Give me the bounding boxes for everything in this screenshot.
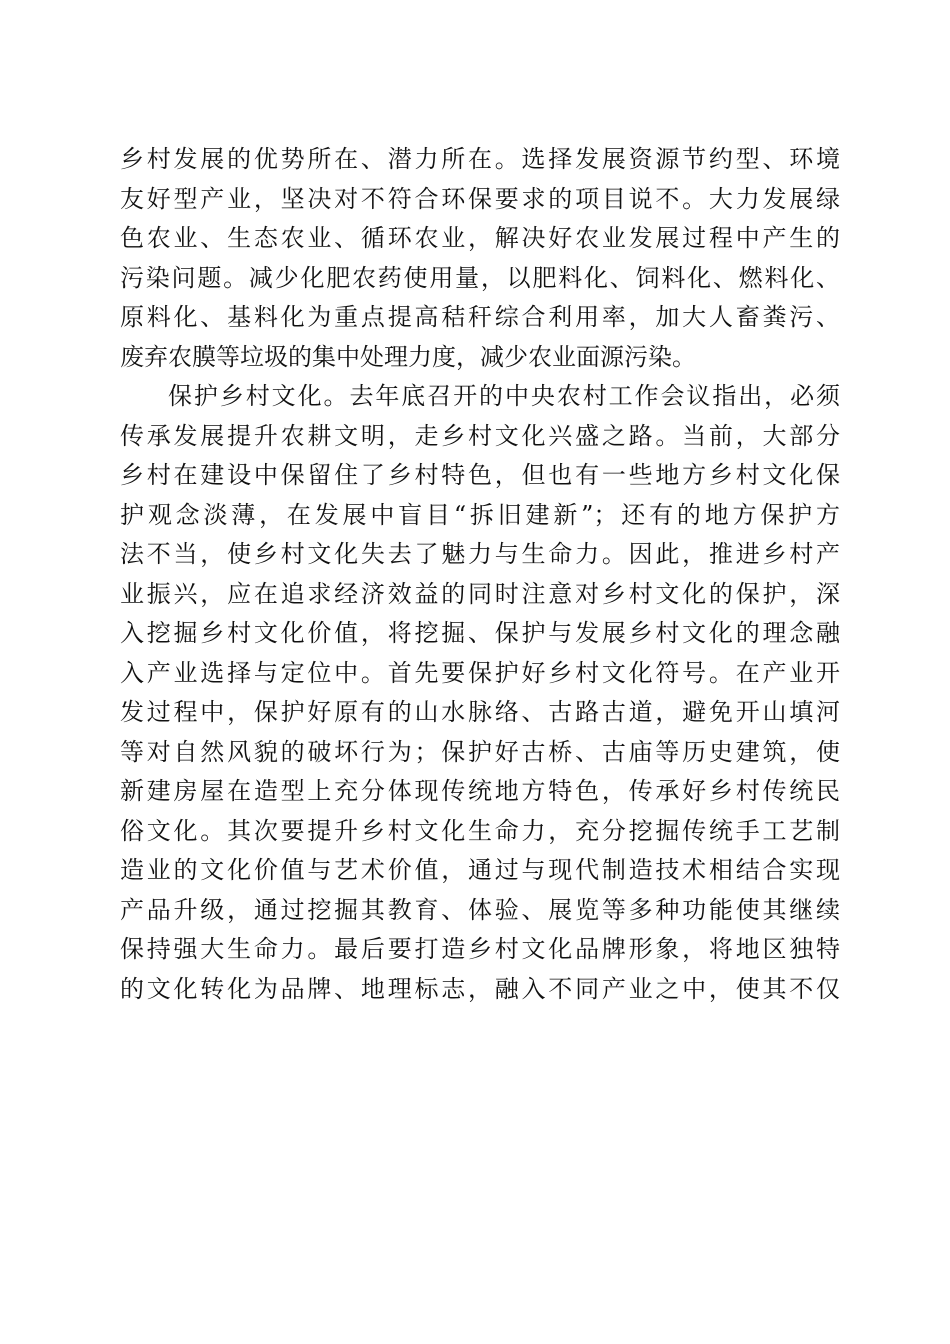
- text-line: 入产业选择与定位中。首先要保护好乡村文化符号。在产业开: [120, 658, 840, 687]
- text-line: 传承发展提升农耕文明，走乡村文化兴盛之路。当前，大部分: [120, 421, 840, 450]
- text-line: 乡村在建设中保留住了乡村特色，但也有一些地方乡村文化保: [120, 461, 840, 489]
- paragraph-1: [120, 140, 840, 377]
- text-line: 等对自然风貌的破坏行为；保护好古桥、古庙等历史建筑，使: [120, 737, 840, 766]
- text-line: 原料化、基料化为重点提高秸秆综合利用率，加大人畜粪污、: [120, 303, 840, 331]
- text-line: 废弃农膜等垃圾的集中处理力度，减少农业面源污染。: [120, 342, 696, 371]
- text-line: 污染问题。减少化肥农药使用量，以肥料化、饲料化、燃料化、: [120, 263, 840, 292]
- text-line: 造业的文化价值与艺术价值，通过与现代制造技术相结合实现: [120, 856, 840, 884]
- text-line: 入挖掘乡村文化价值，将挖掘、保护与发展乡村文化的理念融: [120, 619, 840, 647]
- text-line: 保持强大生命力。最后要打造乡村文化品牌形象，将地区独特: [120, 935, 840, 963]
- text-line: 产品升级，通过挖掘其教育、体验、展览等多种功能使其继续: [120, 895, 840, 924]
- text-line: 护观念淡薄，在发展中盲目“拆旧建新”；还有的地方保护方: [120, 500, 840, 529]
- text-line: 的文化转化为品牌、地理标志，融入不同产业之中，使其不仅: [120, 974, 840, 1003]
- text-line: 俗文化。其次要提升乡村文化生命力，充分挖掘传统手工艺制: [120, 816, 840, 845]
- body-text: [120, 140, 840, 1009]
- text-line: 保护乡村文化。去年底召开的中央农村工作会议指出，必须: [168, 382, 840, 410]
- paragraph-2: [120, 377, 840, 1009]
- text-line: 新建房屋在造型上充分体现传统地方特色，传承好乡村传统民: [120, 777, 840, 805]
- text-line: 乡村发展的优势所在、潜力所在。选择发展资源节约型、环境: [120, 145, 840, 173]
- text-line: 法不当，使乡村文化失去了魅力与生命力。因此，推进乡村产: [120, 540, 840, 568]
- text-line: 色农业、生态农业、循环农业，解决好农业发展过程中产生的: [120, 224, 840, 252]
- text-line: 友好型产业，坚决对不符合环保要求的项目说不。大力发展绿: [120, 184, 840, 213]
- text-line: 业振兴，应在追求经济效益的同时注意对乡村文化的保护，深: [120, 579, 840, 608]
- text-line: 发过程中，保护好原有的山水脉络、古路古道，避免开山填河: [120, 698, 840, 726]
